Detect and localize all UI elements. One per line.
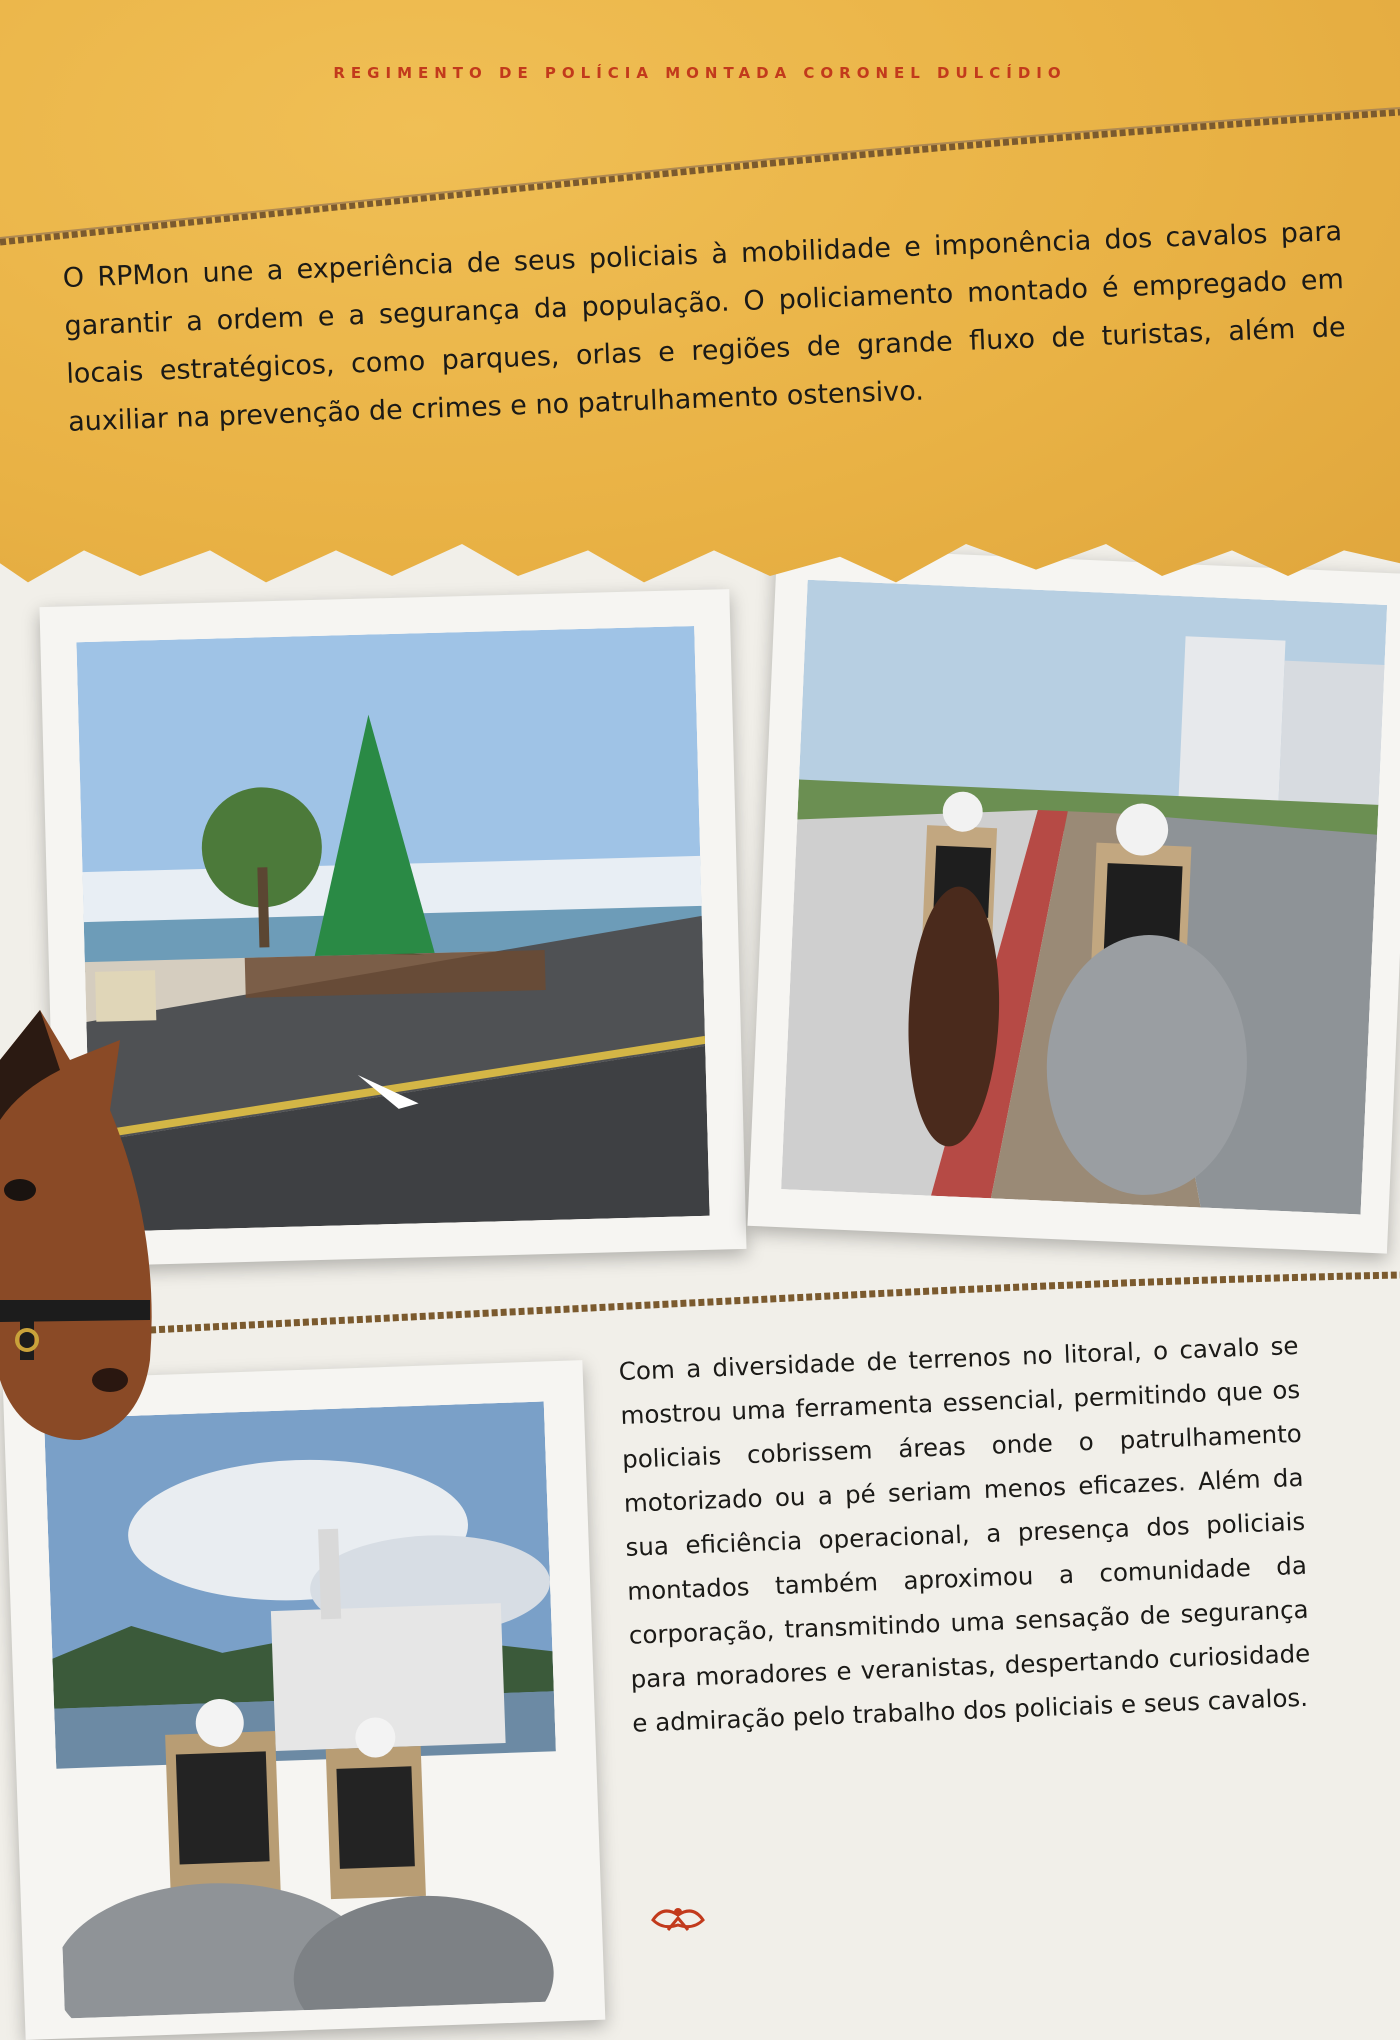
photo-boardwalk-patrol: [781, 580, 1387, 1215]
horse-head-icon: [0, 1000, 165, 1470]
photo-harbor-patrol: [44, 1401, 565, 2018]
intro-paragraph: O RPMon une a experiência de seus policiais à mobilidade e imponência dos cavalos para garantir a ordem e a segurança da população. O policiamento montado é empregado em locais estratégicos, como parques, orlas e regiões de grande fluxo de turistas, além de auxiliar na prevenção de crimes e no patrulhamento ostensivo.: [62, 216, 1347, 438]
page-header-title: REGIMENTO DE POLÍCIA MONTADA CORONEL DULCÍDIO: [333, 64, 1067, 82]
rpmon-emblem-icon: [648, 1900, 708, 1940]
photo-beach-christmas-tree: [76, 626, 709, 1232]
body-paragraph: Com a diversidade de terrenos no litoral, o cavalo se mostrou uma ferramenta essencial, permitindo que os policiais cobrissem áreas onde o patrulhamento motorizado ou a pé seriam menos eficazes. Além da sua eficiência operacional, a presença dos policiais montados também aproximou a comunidade da corporação, transmitindo uma sensação de segurança para moradores e veranistas, despertando curiosidade e admiração pelo trabalho dos policiais e seus cavalos.: [618, 1330, 1311, 1738]
photo-frame-boardwalk: [747, 546, 1400, 1253]
